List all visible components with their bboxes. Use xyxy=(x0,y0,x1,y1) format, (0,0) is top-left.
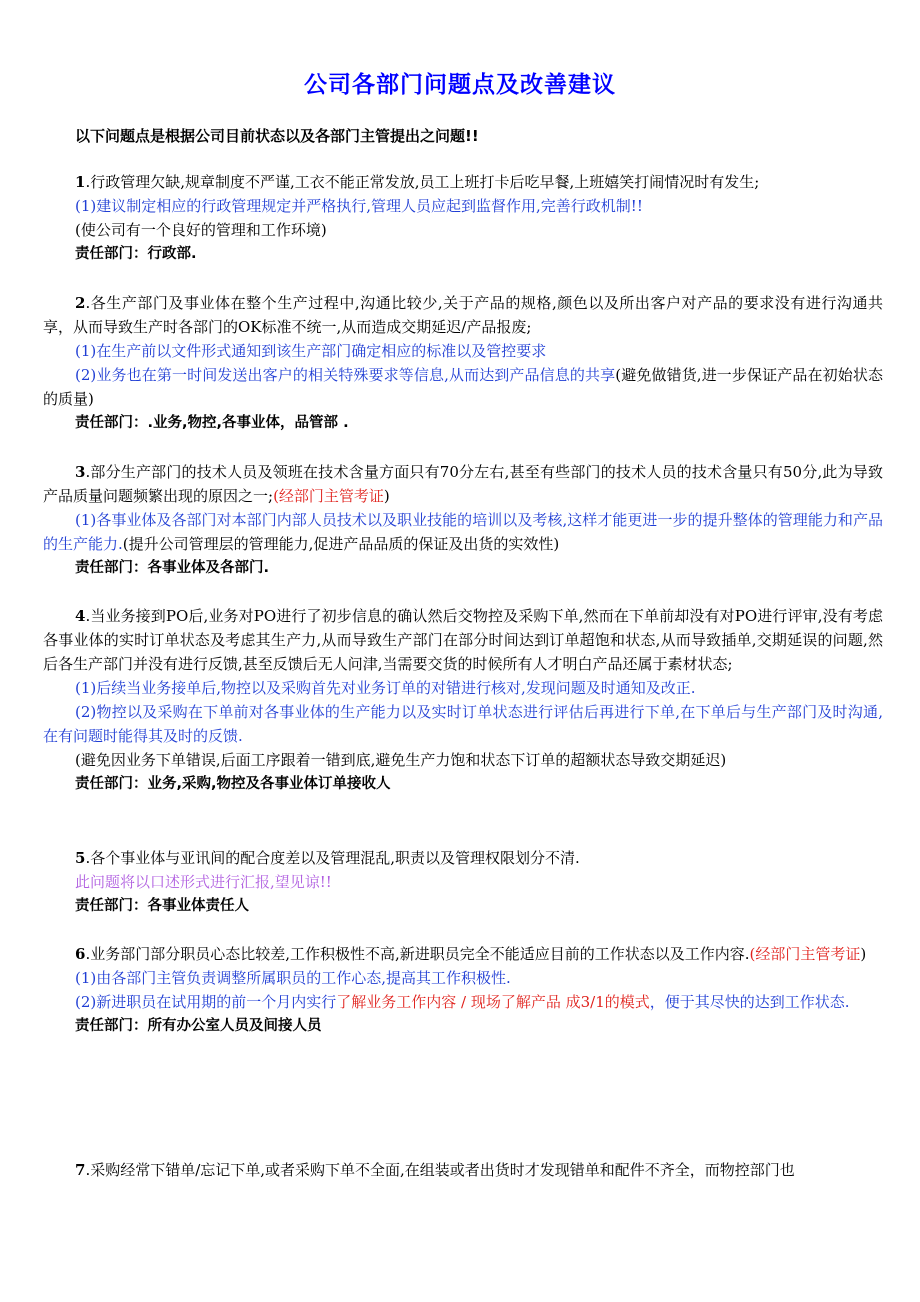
suggestion-2: (2)业务也在第一时间发送出客户的相关特殊要求等信息,从而达到产品信息的共享(避免做错货,进一步保证产品在初始状态的质量) xyxy=(43,366,883,408)
responsible-dept: 责任部门：各事业体及各部门. xyxy=(75,560,270,576)
item-number: 1 xyxy=(75,173,86,191)
section-4 xyxy=(43,604,883,796)
verification-note: (经部门主管考证 xyxy=(273,487,384,505)
responsible-dept: 责任部门：业务,采购,物控及各事业体订单接收人 xyxy=(75,776,391,792)
problem-text: 2.各生产部门及事业体在整个生产过程中,沟通比较少,关于产品的规格,颜色以及所出客户对产品的要求没有进行沟通共享，从而导致生产时各部门的OK标准不统一,从而造成交期延迟/产品报废; xyxy=(43,294,883,336)
page-title: 公司各部门问题点及改善建议 xyxy=(304,72,616,98)
section-2 xyxy=(43,291,883,435)
item-number: 6 xyxy=(75,945,86,963)
item-number: 7 xyxy=(75,1161,86,1179)
suggestion-note: (使公司有一个良好的管理和工作环境) xyxy=(75,221,327,239)
problem-text: 4.当业务接到PO后,业务对PO进行了初步信息的确认然后交物控及采购下单,然而在下单前却没有对PO进行评审,没有考虑各事业体的实时订单状态及考虑其生产力,从而导致生产部门在部分时间达到订单超饱和状态,从而导致插单,交期延误的问题,然后各生产部门并没有进行反馈,甚至反馈后无人问津,当需要交货的时候所有人才明白产品还属于素材状态; xyxy=(43,607,883,673)
intro-text: 以下问题点是根据公司目前状态以及各部门主管提出之问题!! xyxy=(75,127,479,145)
item-number: 5 xyxy=(75,849,86,867)
suggestion-note: (避免因业务下单错误,后面工序跟着一错到底,避免生产力饱和状态下订单的超额状态导致交期延迟) xyxy=(75,751,727,769)
suggestion-1: 此问题将以口述形式进行汇报,望见谅!! xyxy=(75,873,332,891)
suggestion-2: (2)新进职员在试用期的前一个月内实行了解业务工作内容 / 现场了解产品 成3/1的模式，便于其尽快的达到工作状态. xyxy=(75,993,850,1011)
item-number: 3 xyxy=(75,463,86,481)
item-number: 4 xyxy=(75,607,86,625)
section-3 xyxy=(43,460,883,580)
section-1 xyxy=(43,170,883,266)
suggestion-1: (1)由各部门主管负责调整所属职员的工作心态,提高其工作积极性. xyxy=(75,969,511,987)
model-highlight: 了解业务工作内容 / 现场了解产品 成3/1的模式 xyxy=(336,993,650,1011)
suggestion-2: (2)物控以及采购在下单前对各事业体的生产能力以及实时订单状态进行评估后再进行下单,在下单后与生产部门及时沟通,在有问题时能得其及时的反馈. xyxy=(43,703,883,745)
responsible-dept: 责任部门：.业务,物控,各事业体，品管部 . xyxy=(75,415,349,431)
problem-text: 5.各个事业体与亚讯间的配合度差以及管理混乱,职责以及管理权限划分不清. xyxy=(75,849,580,867)
section-6 xyxy=(43,942,883,1038)
responsible-dept: 责任部门：各事业体责任人 xyxy=(75,898,249,914)
verification-note: (经部门主管考证 xyxy=(749,945,861,963)
problem-text: 1.行政管理欠缺,规章制度不严谨,工衣不能正常发放,员工上班打卡后吃早餐,上班嬉笑打闹情况时有发生; xyxy=(75,173,760,191)
problem-text: 3.部分生产部门的技术人员及领班在技术含量方面只有70分左右,甚至有些部门的技术人员的技术含量只有50分,此为导致产品质量问题频繁出现的原因之一;(经部门主管考证) xyxy=(43,463,883,505)
section-5 xyxy=(43,846,883,918)
problem-text: 6.业务部门部分职员心态比较差,工作积极性不高,新进职员完全不能适应目前的工作状态以及工作内容.(经部门主管考证) xyxy=(75,945,867,963)
suggestion-1: (1)后续当业务接单后,物控以及采购首先对业务订单的对错进行核对,发现问题及时通知及改正. xyxy=(75,679,696,697)
suggestion-1: (1)建议制定相应的行政管理规定并严格执行,管理人员应起到监督作用,完善行政机制!! xyxy=(75,197,643,215)
suggestion-1: (1)在生产前以文件形式通知到该生产部门确定相应的标准以及管控要求 xyxy=(75,342,547,360)
problem-text: 7.采购经常下错单/忘记下单,或者采购下单不全面,在组装或者出货时才发现错单和配件不齐全，而物控部门也 xyxy=(75,1161,795,1179)
item-number: 2 xyxy=(75,294,86,312)
responsible-dept: 责任部门：所有办公室人员及间接人员 xyxy=(75,1018,322,1034)
suggestion-1: (1)各事业体及各部门对本部门内部人员技术以及职业技能的培训以及考核,这样才能更进一步的提升整体的管理能力和产品的生产能力.(提升公司管理层的管理能力,促进产品品质的保证及出货的实效性) xyxy=(43,511,883,553)
responsible-dept: 责任部门：行政部. xyxy=(75,246,197,262)
section-7 xyxy=(43,1158,883,1182)
